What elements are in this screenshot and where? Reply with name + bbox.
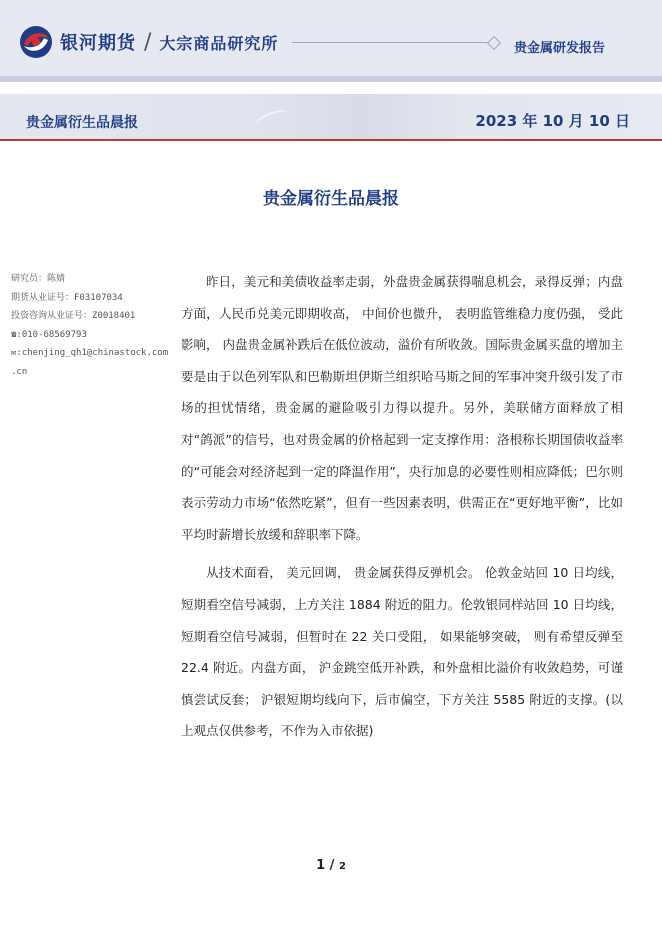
paragraph-market: 昨日，美元和美债收益率走弱，外盘贵金属获得喘息机会，录得反弹；内盘方面，人民币兑美元即期收高， 中间价也微升， 表明监管维稳力度仍强， 受此影响， 内盘贵金属补跌后在低位波动，溢价有所收敛。国际贵金属买盘的增加主要是由于以色列军队和巴勒斯坦伊斯兰组织哈马斯之间的军事冲突升级引发了市场的担忧情绪，贵金属的避险吸引力得以提升。另外，美联储方面释放了相对“鸽派”的信号，也对贵金属的价格起到一定支撑作用：洛根称长期国债收益率的“可能会对经济起到一定的降温作用”，央行加息的必要性则相应降低；巴尔则表示劳动力市场“依然吃紧”，但有一些因素表明，供需正在“更好地平衡”，比如平均时薪增长放缓和辞职率下降。 bbox=[181, 274, 623, 542]
email-address-cont: .cn bbox=[11, 366, 28, 377]
analyst-info bbox=[11, 270, 171, 381]
phone-number: ☎:010-68569793 bbox=[11, 329, 87, 340]
researcher-name: 研究员：陈婧 bbox=[11, 274, 66, 284]
report-date: 2023 年 10 月 10 日 bbox=[475, 112, 630, 130]
report-body bbox=[181, 266, 623, 747]
futures-license: 期货从业证号：F03107034 bbox=[11, 292, 123, 303]
page-total: 2 bbox=[338, 861, 346, 872]
institute-name: 大宗商品研究所 bbox=[159, 33, 279, 53]
page-separator: / bbox=[325, 858, 339, 873]
report-type: 贵金属研发报告 bbox=[514, 41, 606, 56]
advisory-license: 投资咨询从业证号：Z0018401 bbox=[11, 311, 136, 321]
brand-divider: / bbox=[144, 29, 152, 55]
header-rule bbox=[292, 42, 490, 43]
page-number bbox=[0, 858, 662, 873]
header-band-stripe bbox=[0, 76, 662, 82]
galaxy-logo-icon bbox=[18, 24, 54, 60]
subheader-accent-line bbox=[0, 139, 662, 141]
document-title: 贵金属衍生品晨报 bbox=[263, 189, 399, 209]
subheader-title: 贵金属衍生品晨报 bbox=[26, 115, 138, 131]
paragraph-technical: 从技术面看， 美元回调， 贵金属获得反弹机会。 伦敦金站回 10 日均线，短期看空信号减弱，上方关注 1884 附近的阻力。伦敦银同样站回 10 日均线，短期看空信号减弱，但暂时在 22 关口受阻， 如果能够突破， 则有希望反弹至22.4 附近。内盘方面， 沪金跳空低开补跌，和外盘相比溢价有收敛趋势，可谨慎尝试反套； 沪银短期均线向下，后市偏空，下方关注 5585 附近的支撑。(以上观点仅供参考，不作为入市依据) bbox=[181, 565, 623, 739]
brand-logo bbox=[18, 24, 278, 60]
email-address: ✉:chenjing_qh1@chinastock.com bbox=[11, 348, 169, 358]
page-current: 1 bbox=[316, 858, 326, 873]
brand-name: 银河期货 bbox=[60, 33, 136, 54]
